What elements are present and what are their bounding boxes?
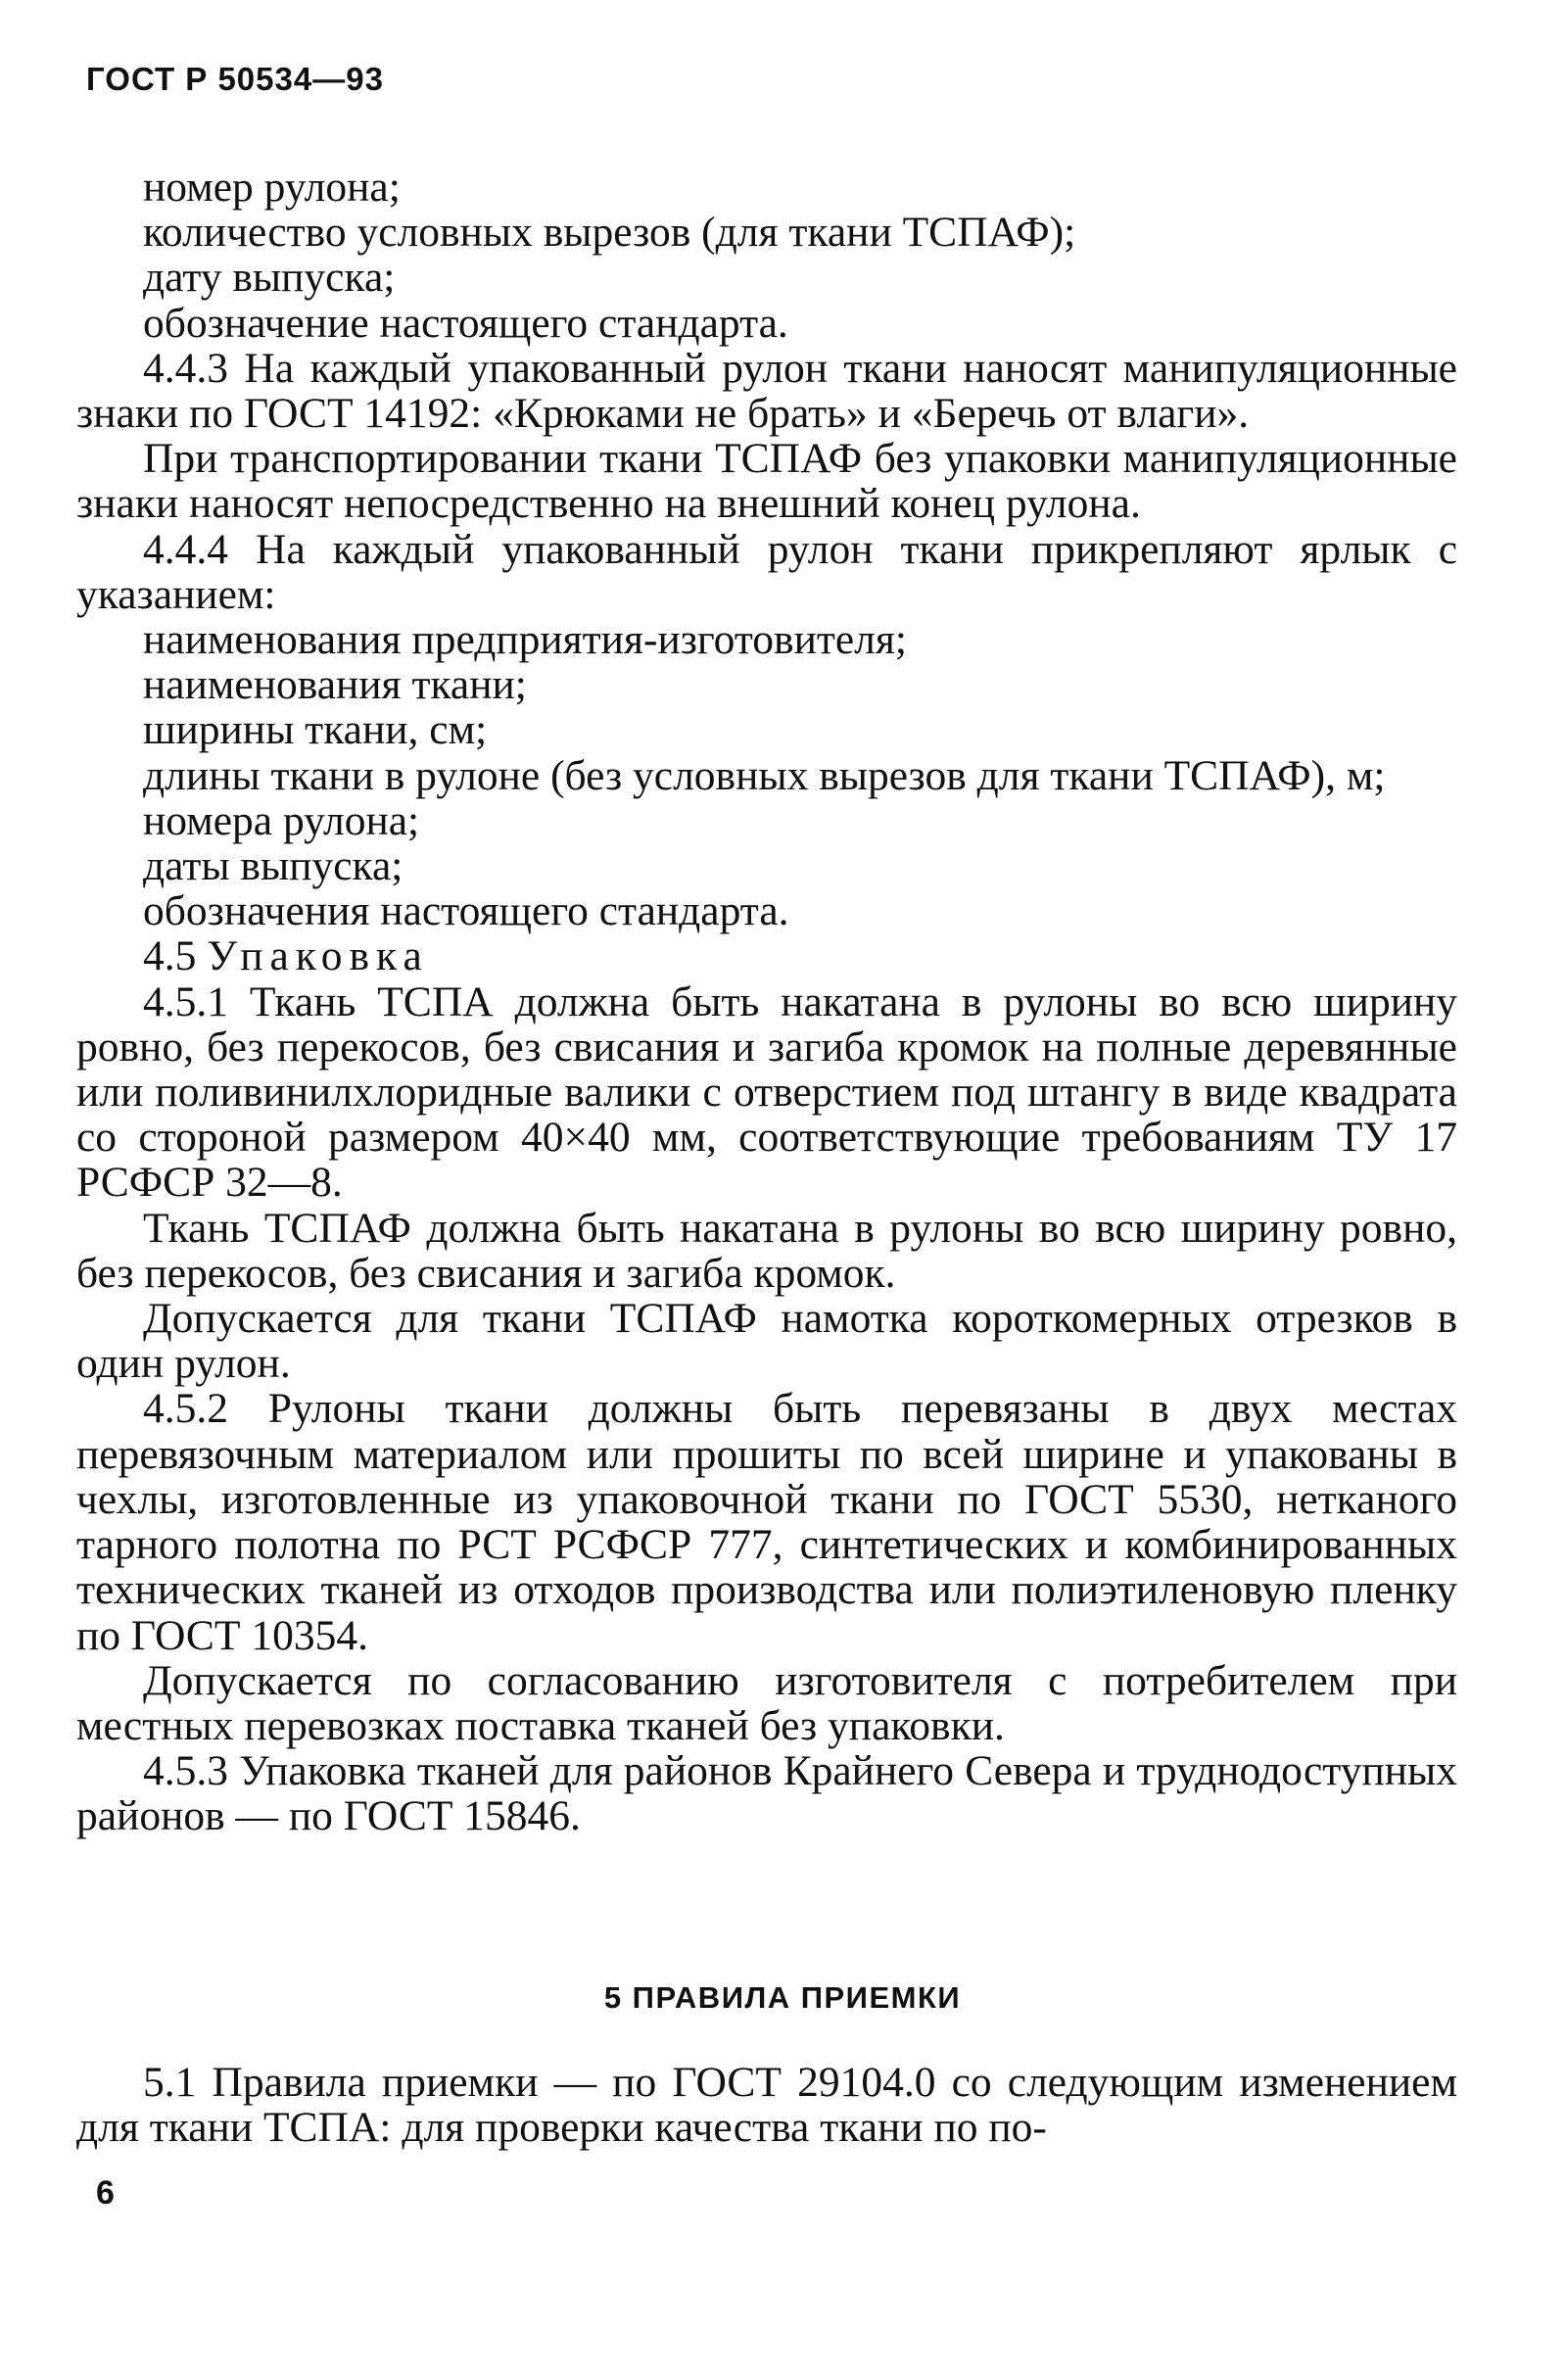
paragraph: Допускается для ткани ТСПАФ намотка короткомерных отрезков в один рулон.	[76, 1295, 1457, 1388]
paragraph: номера рулона;	[143, 796, 420, 844]
paragraph: дату выпуска;	[143, 254, 396, 302]
paragraph: 4.5.3 Упаковка тканей для районов Крайнего Севера и труднодоступных районов — по ГОСТ 15846.	[76, 1747, 1457, 1840]
standard-code-header: ГОСТ Р 50534—93	[86, 61, 384, 97]
paragraph: 4.5.1 Ткань ТСПА должна быть накатана в рулоны во всю ширину ровно, без перекосов, без свисания и загиба кромок на полные деревянные или поливинилхлоридные валики с отверстием под штангу в виде квадрата со стороной размером 40×40 мм, соответствующие требованиям ТУ 17 РСФСР 32—8.	[76, 977, 1457, 1207]
paragraph: 5.1 Правила приемки — по ГОСТ 29104.0 со следующим изменением для ткани ТСПА: для проверки качества ткани по по-	[76, 2059, 1457, 2152]
paragraph: 4.4.3 На каждый упакованный рулон ткани наносят манипуляционные знаки по ГОСТ 14192: «Крюками не брать» и «Беречь от влаги».	[76, 344, 1457, 438]
paragraph: При транспортировании ткани ТСПАФ без упаковки манипуляционные знаки наносят непосредственно на внешний конец рулона.	[76, 435, 1457, 528]
body-text-section-5	[76, 2060, 1457, 2150]
paragraph: Ткань ТСПАФ должна быть накатана в рулоны во всю ширину ровно, без перекосов, без свисания и загиба кромок.	[76, 1204, 1457, 1297]
paragraph: длины ткани в рулоне (без условных вырезов для ткани ТСПАФ), м;	[143, 751, 1386, 799]
paragraph: Допускается по согласованию изготовителя с потребителем при местных перевозках поставка тканей без упаковки.	[76, 1656, 1457, 1749]
paragraph: ширины ткани, см;	[143, 706, 488, 754]
page-number: 6	[96, 2174, 115, 2212]
paragraph: 4.4.4 На каждый упакованный рулон ткани прикрепляют ярлык с указанием:	[76, 525, 1457, 618]
subsection-number: 4.5	[143, 932, 197, 980]
paragraph: 4.5.2 Рулоны ткани должны быть перевязаны в двух местах перевязочным материалом или прошиты по всей ширине и упакованы в чехлы, изготовленные из упаковочной ткани по ГОСТ 5530, нетканого тарного полотна по РСТ РСФСР 777, синтетических и комбинированных технических тканей из отходов производства или полиэтиленовую пленку по ГОСТ 10354.	[76, 1385, 1457, 1659]
paragraph: наименования ткани;	[143, 661, 527, 709]
body-text	[76, 165, 1457, 1839]
paragraph: номер рулона;	[143, 164, 401, 211]
subsection-title: Упаковка	[207, 932, 429, 980]
paragraph: даты выпуска;	[143, 842, 403, 890]
paragraph: обозначения настоящего стандарта.	[143, 887, 789, 935]
paragraph: наименования предприятия-изготовителя;	[143, 616, 907, 664]
paragraph: количество условных вырезов (для ткани ТСПАФ);	[143, 209, 1076, 257]
section-heading: 5 ПРАВИЛА ПРИЕМКИ	[603, 1980, 962, 2015]
paragraph: обозначение настоящего стандарта.	[143, 299, 788, 347]
subsection-heading	[76, 933, 1457, 978]
